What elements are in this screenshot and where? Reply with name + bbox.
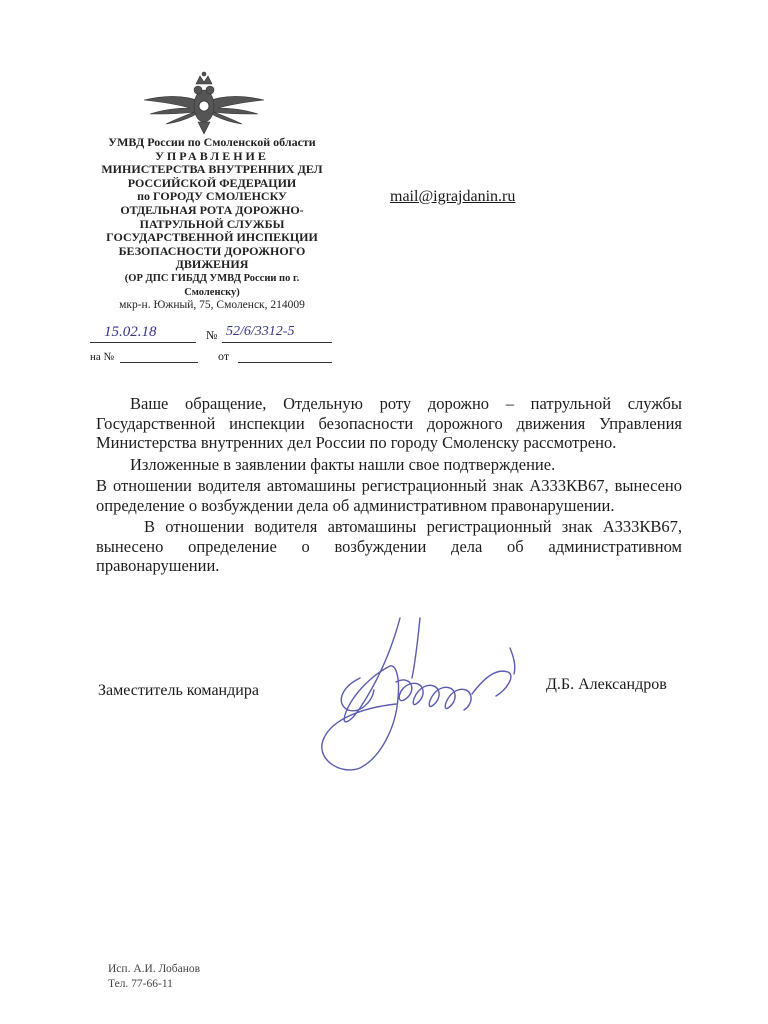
ref-date-blank xyxy=(238,362,332,363)
executor-phone: Тел. 77-66-11 xyxy=(108,978,173,990)
ref-from-label: от xyxy=(218,349,230,363)
header-line: по ГОРОДУ СМОЛЕНСКУ xyxy=(137,189,287,204)
body-paragraph: Изложенные в заявлении факты нашли свое подтверждение. xyxy=(130,454,556,474)
registration-number: 52/6/3312-5 xyxy=(226,324,295,339)
signer-name: Д.Б. Александров xyxy=(546,676,667,693)
header-line: УМВД России по Смоленской области xyxy=(108,135,316,149)
recipient-email[interactable]: mail@igrajdanin.ru xyxy=(390,188,516,205)
ref-number-blank xyxy=(120,362,198,363)
number-underline xyxy=(222,342,332,343)
header-line: (ОР ДПС ГИБДД УМВД России по г. xyxy=(124,272,300,284)
executor-info xyxy=(108,962,200,992)
registration-line xyxy=(90,324,334,346)
date-underline xyxy=(90,342,196,343)
header-line: РОССИЙСКОЙ ФЕДЕРАЦИИ xyxy=(127,175,297,190)
signer-title: Заместитель командира xyxy=(98,682,259,699)
letter-body xyxy=(96,394,682,578)
header-line: БЕЗОПАСНОСТИ ДОРОЖНОГО xyxy=(118,243,306,258)
header-line: ДВИЖЕНИЯ xyxy=(175,257,249,272)
header-line: ПАТРУЛЬНОЙ СЛУЖБЫ xyxy=(139,216,285,231)
header-line: УПРАВЛЕНИЕ xyxy=(155,148,269,163)
ref-number-label: на № xyxy=(90,351,115,363)
sender-header xyxy=(88,136,336,313)
header-line: Смоленску) xyxy=(184,286,240,298)
header-line: МИНИСТЕРСТВА ВНУТРЕННИХ ДЕЛ xyxy=(101,162,323,177)
mvd-emblem-icon xyxy=(140,66,268,136)
body-paragraph: Ваше обращение, Отдельную роту дорожно – патрульной службы Государственной инспекции безопасности дорожного движения Управления Министерства внутренних дел России по городу Смоленску рассмотрено. xyxy=(96,394,682,452)
sender-address: мкр-н. Южный, 75, Смоленск, 214009 xyxy=(119,299,305,312)
executor-name: Исп. А.И. Лобанов xyxy=(108,963,201,975)
registration-date: 15.02.18 xyxy=(104,324,157,340)
body-paragraph: В отношении водителя автомашины регистрационный знак А333КВ67, вынесено определение о возбуждении дела об административном правонарушении. xyxy=(96,476,682,515)
header-line: ГОСУДАРСТВЕННОЙ ИНСПЕКЦИИ xyxy=(106,230,318,245)
number-label: № xyxy=(206,328,218,342)
handwritten-signature xyxy=(300,608,540,778)
body-paragraph: В отношении водителя автомашины регистрационный знак А333КВ67, вынесено определение о возбуждении дела об административном правонарушении. xyxy=(96,517,682,575)
header-line: ОТДЕЛЬНАЯ РОТА ДОРОЖНО- xyxy=(120,202,304,217)
